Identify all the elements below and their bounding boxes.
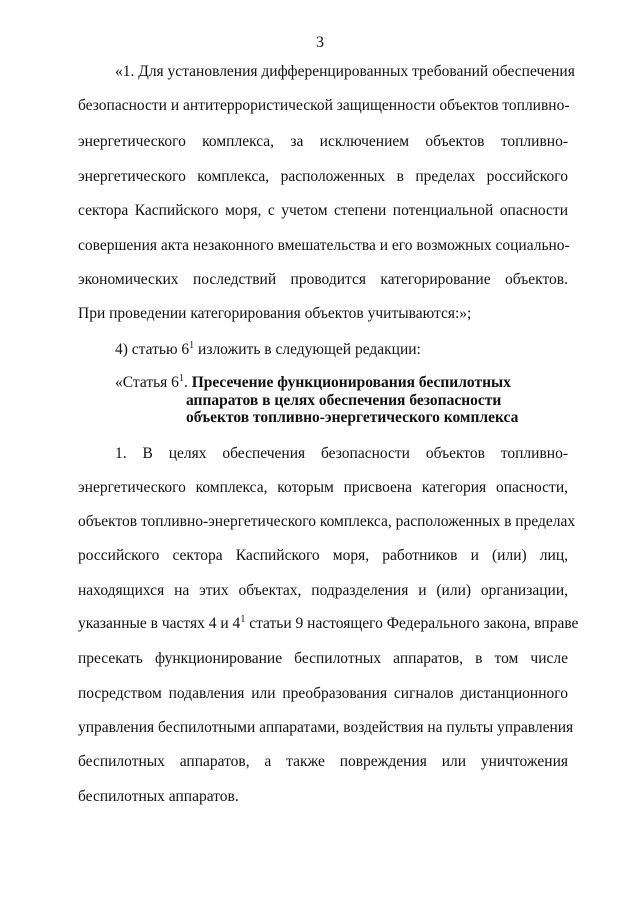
paragraph-3-line-6-end: статьи 9 настоящего Федерального закона, вправе — [245, 615, 579, 632]
paragraph-1-line-4: энергетического комплекса, расположенных в пределах российского — [78, 168, 568, 185]
paragraph-2 — [115, 341, 568, 359]
paragraph-2-text-start: 4) статью 6 — [115, 341, 190, 358]
page-number: 3 — [316, 34, 324, 51]
paragraph-1-line-2: безопасности и антитеррористической защищенности объектов топливно- — [78, 97, 570, 114]
article-heading-title-line-1: Пресечение функционирования беспилотных — [191, 374, 511, 391]
paragraph-3-line-11: беспилотных аппаратов. — [78, 788, 239, 805]
article-heading-prefix-end: . — [183, 374, 192, 391]
paragraph-1-line-3: энергетического комплекса, за исключением объектов топливно- — [78, 133, 568, 150]
paragraph-3-line-4: российского сектора Каспийского моря, работников и (или) лиц, — [78, 547, 568, 564]
paragraph-1-line-8: При проведении категорирования объектов учитываются:»; — [78, 305, 472, 322]
paragraph-1-line-7: экономических последствий проводится категорирование объектов. — [78, 271, 568, 288]
paragraph-3-line-1: 1. В целях обеспечения безопасности объектов топливно- — [115, 445, 568, 462]
paragraph-2-superscript: 1 — [189, 339, 195, 351]
paragraph-1-line-6: совершения акта незаконного вмешательства и его возможных социально- — [78, 237, 570, 254]
paragraph-3-line-5: находящихся на этих объектах, подразделения и (или) организации, — [78, 582, 568, 599]
article-heading-line-1 — [115, 374, 511, 392]
article-heading-title-line-3: объектов топливно-энергетического комплекса — [186, 409, 519, 426]
paragraph-3-line-6 — [78, 613, 579, 633]
paragraph-3-line-8: посредством подавления или преобразования сигналов дистанционного — [78, 685, 568, 702]
paragraph-3-line-3: объектов топливно-энергетического комплекса, расположенных в пределах — [78, 513, 576, 530]
paragraph-3-line-10: беспилотных аппаратов, а также повреждения или уничтожения — [78, 753, 568, 770]
paragraph-3-line-7: пресекать функционирование беспилотных аппаратов, в том числе — [78, 650, 568, 667]
paragraph-3-line-6-superscript: 1 — [240, 613, 246, 625]
paragraph-2-text-end: изложить в следующей редакции: — [194, 341, 421, 358]
paragraph-3-line-6-start: указанные в частях 4 и 4 — [78, 615, 241, 632]
article-heading-superscript: 1 — [178, 372, 184, 384]
paragraph-1-line-5: сектора Каспийского моря, с учетом степени потенциальной опасности — [78, 202, 568, 219]
paragraph-3-line-2: энергетического комплекса, которым присвоена категория опасности, — [78, 479, 568, 496]
article-heading-title-line-2: аппаратов в целях обеспечения безопасности — [186, 392, 502, 409]
article-heading-prefix: «Статья 6 — [115, 374, 179, 391]
paragraph-1-line-1: «1. Для установления дифференцированных требований обеспечения — [115, 63, 575, 80]
paragraph-3-line-9: управления беспилотными аппаратами, воздействия на пульты управления — [78, 719, 574, 736]
